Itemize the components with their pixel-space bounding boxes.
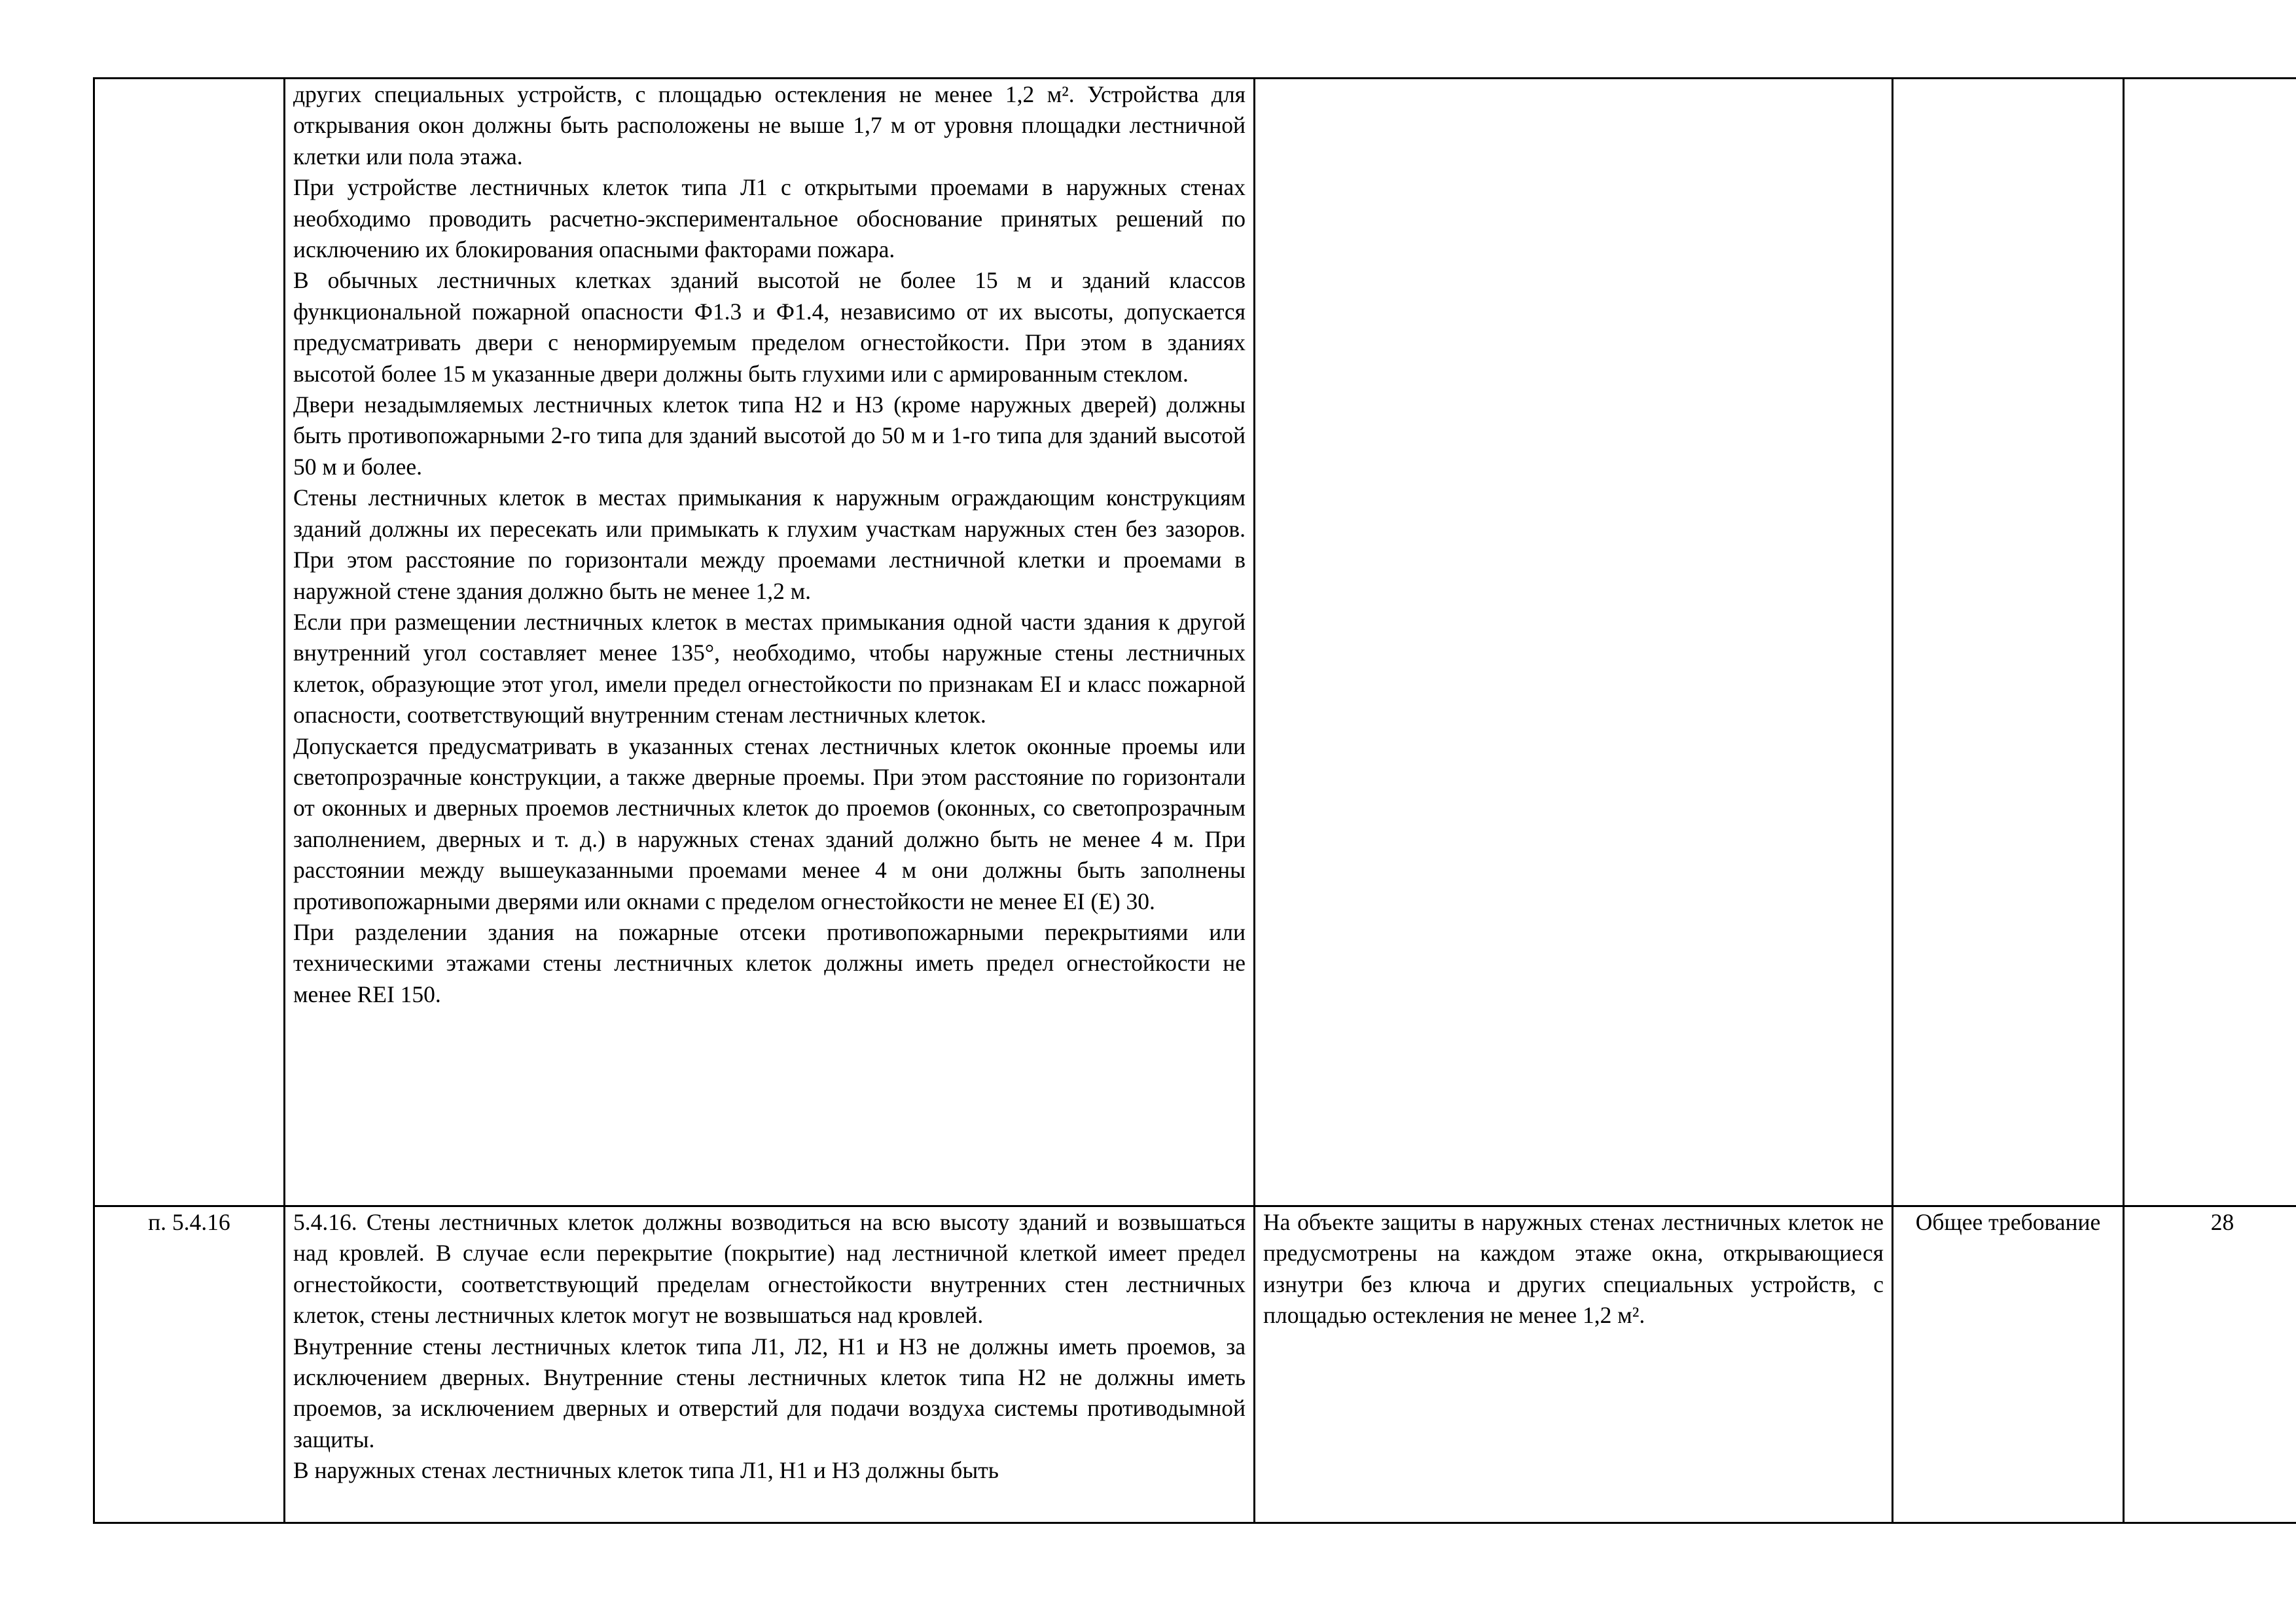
requirement-paragraph: Если при размещении лестничных клеток в местах примыкания одной части здания к другой внутренний угол составляет менее 135°, необходимо, чтобы наружные стены лестничных клеток, образующие этот угол, имели предел огнестойкости по признакам EI и класс пожарной опасности, соответствующий внутренним стенам лестничных клеток.: [293, 608, 1246, 729]
requirement-paragraph: 5.4.16. Стены лестничных клеток должны возводиться на всю высоту зданий и возвышаться над кровлей. В случае если перекрытие (покрытие) над лестничной клеткой имеет предел огнестойкости, соответствующий пределам огнестойкости внутренних стен лестничных клеток, стены лестничных клеток могут не возвышаться над кровлей.: [293, 1209, 1246, 1329]
violation-finding-cell: На объекте защиты в наружных стенах лестничных клеток не предусмотрены на каждом этаже окна, открывающиеся изнутри без ключа и других специальных устройств, с площадью остекления не менее 1,2 м².: [1255, 1206, 1893, 1523]
requirement-paragraph: Стены лестничных клеток в местах примыкания к наружным ограждающим конструкциям зданий должны их пересекать или примыкать к глухим участкам наружных стен без зазоров. При этом расстояние по горизонтали между проемами лестничной клетки и проемами в наружной стене здания должно быть не менее 1,2 м.: [293, 484, 1246, 604]
clause-reference-cell: [94, 79, 285, 1206]
clause-reference-cell: п. 5.4.16: [94, 1206, 285, 1523]
violation-finding-cell: [1255, 79, 1893, 1206]
requirement-type-cell: [1893, 79, 2124, 1206]
requirement-paragraph: При устройстве лестничных клеток типа Л1 с открытыми проемами в наружных стенах необходимо проводить расчетно-экспериментальное обоснование принятых решений по исключению их блокирования опасными факторами пожара.: [293, 174, 1246, 263]
requirements-table: [93, 77, 2296, 1524]
requirement-paragraph: других специальных устройств, с площадью остекления не менее 1,2 м². Устройства для открывания окон должны быть расположены не выше 1,7 м от уровня площадки лестничной клетки или пола этажа.: [293, 81, 1246, 170]
requirement-paragraph: Внутренние стены лестничных клеток типа Л1, Л2, Н1 и Н3 не должны иметь проемов, за исключением дверных. Внутренние стены лестничных клеток типа Н2 не должны иметь проемов, за исключением дверных и отверстий для подачи воздуха системы противодымной защиты.: [293, 1333, 1246, 1453]
requirement-type-cell: Общее требование: [1893, 1206, 2124, 1523]
requirement-text-cell: [285, 1206, 1255, 1523]
requirement-text-cell: [285, 79, 1255, 1206]
requirement-paragraph: В обычных лестничных клетках зданий высотой не более 15 м и зданий классов функциональной пожарной опасности Ф1.3 и Ф1.4, независимо от их высоты, допускается предусматривать двери с ненормируемым пределом огнестойкости. При этом в зданиях высотой более 15 м указанные двери должны быть глухими или с армированным стеклом.: [293, 267, 1246, 387]
requirement-paragraph: В наружных стенах лестничных клеток типа Л1, Н1 и Н3 должны быть: [293, 1457, 999, 1484]
requirement-paragraph: При разделении здания на пожарные отсеки противопожарными перекрытиями или техническими этажами стены лестничных клеток должны иметь предел огнестойкости не менее REI 150.: [293, 918, 1246, 1007]
requirement-paragraph: Двери незадымляемых лестничных клеток типа Н2 и Н3 (кроме наружных дверей) должны быть противопожарными 2-го типа для зданий высотой до 50 м и 1-го типа для зданий высотой 50 м и более.: [293, 391, 1246, 480]
requirement-paragraph: Допускается предусматривать в указанных стенах лестничных клеток оконные проемы или светопрозрачные конструкции, а также дверные проемы. При этом расстояние по горизонтали от оконных и дверных проемов лестничных клеток до проемов (оконных, со светопрозрачным заполнением, дверных и т. д.) в наружных стенах зданий должно быть не менее 4 м. При расстоянии между вышеуказанными проемами менее 4 м они должны быть заполнены противопожарными дверями или окнами с пределом огнестойкости не менее EI (Е) 30.: [293, 732, 1246, 914]
item-number-cell: 28: [2124, 1206, 2296, 1523]
table-row: [94, 79, 2296, 1206]
table-row: [94, 1206, 2296, 1523]
item-number-cell: [2124, 79, 2296, 1206]
